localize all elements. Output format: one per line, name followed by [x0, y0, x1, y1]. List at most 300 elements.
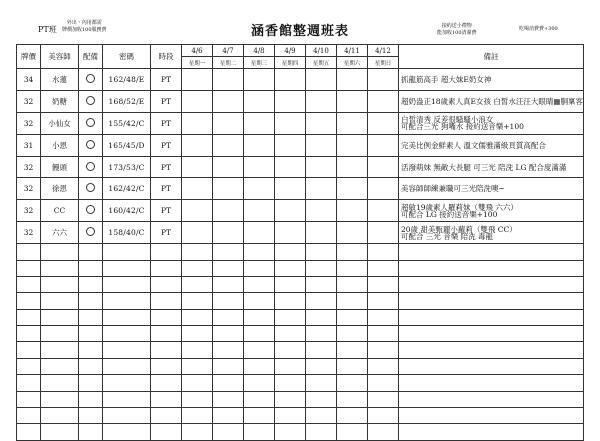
equip-cell — [79, 112, 103, 134]
col-slot-header: 時段 — [151, 45, 182, 69]
name-cell: 小仙女 — [41, 112, 79, 134]
empty-cell[interactable] — [182, 276, 213, 292]
code-cell: 155/42/C — [103, 112, 151, 134]
empty-cell[interactable] — [244, 375, 275, 391]
empty-cell[interactable] — [151, 342, 182, 358]
name-cell: 小恩 — [41, 134, 79, 156]
empty-cell[interactable] — [41, 424, 79, 440]
empty-cell[interactable] — [337, 358, 368, 374]
slot-cell: PT — [151, 178, 182, 200]
day-cell[interactable] — [368, 222, 399, 244]
number-cell: 32 — [17, 200, 41, 222]
empty-cell[interactable] — [213, 358, 244, 374]
empty-cell[interactable] — [337, 244, 368, 260]
empty-cell[interactable] — [275, 326, 306, 342]
empty-cell[interactable] — [103, 260, 151, 276]
empty-cell[interactable] — [182, 244, 213, 260]
day-cell[interactable] — [306, 156, 337, 178]
number-cell: 32 — [17, 112, 41, 134]
day-cell[interactable] — [244, 112, 275, 134]
remark-cell — [399, 69, 584, 91]
day-cell[interactable] — [182, 90, 213, 112]
empty-cell[interactable] — [368, 244, 399, 260]
empty-cell[interactable] — [213, 276, 244, 292]
empty-cell[interactable] — [151, 391, 182, 407]
empty-cell[interactable] — [182, 342, 213, 358]
equip-cell — [79, 178, 103, 200]
code-cell: 158/40/C — [103, 222, 151, 244]
empty-cell[interactable] — [306, 375, 337, 391]
empty-cell[interactable] — [306, 309, 337, 325]
empty-cell[interactable] — [41, 276, 79, 292]
table-row — [17, 69, 584, 91]
empty-cell[interactable] — [244, 342, 275, 358]
class-tag: PT班 — [38, 25, 57, 34]
empty-cell[interactable] — [182, 358, 213, 374]
empty-cell[interactable] — [368, 309, 399, 325]
slot-cell: PT — [151, 112, 182, 134]
empty-cell[interactable] — [41, 375, 79, 391]
empty-cell[interactable] — [79, 244, 103, 260]
empty-cell[interactable] — [103, 293, 151, 309]
note-mid-line-1: 接約送小禮物 — [441, 23, 472, 29]
code-cell: 165/45/D — [103, 134, 151, 156]
empty-cell[interactable] — [368, 260, 399, 276]
empty-cell[interactable] — [103, 309, 151, 325]
day-cell[interactable] — [337, 156, 368, 178]
empty-cell[interactable] — [337, 424, 368, 440]
empty-cell[interactable] — [275, 375, 306, 391]
col-remark-header: 備註 — [399, 45, 584, 69]
empty-cell[interactable] — [399, 244, 584, 260]
remark-cell — [399, 200, 584, 222]
empty-cell[interactable] — [151, 424, 182, 440]
empty-cell[interactable] — [79, 342, 103, 358]
weekday-header: 星期二 — [213, 57, 244, 69]
empty-cell[interactable] — [213, 375, 244, 391]
empty-cell[interactable] — [17, 391, 41, 407]
day-cell[interactable] — [368, 178, 399, 200]
circle-mark-icon — [86, 96, 95, 105]
code-cell: 160/42/C — [103, 200, 151, 222]
empty-cell[interactable] — [275, 309, 306, 325]
circle-mark-icon — [86, 74, 95, 83]
remark-cell — [399, 178, 584, 200]
circle-mark-icon — [86, 162, 95, 171]
empty-cell[interactable] — [213, 408, 244, 424]
remark-line: 超奶盎正18歲素人真E女孩 白皙水汪汪大眼睛▦胴稟客 — [401, 96, 583, 106]
empty-cell[interactable] — [244, 244, 275, 260]
col-name-header: 美容師 — [41, 45, 79, 69]
empty-cell[interactable] — [79, 326, 103, 342]
code-cell: 168/52/E — [103, 90, 151, 112]
empty-cell[interactable] — [151, 408, 182, 424]
empty-cell[interactable] — [79, 375, 103, 391]
empty-cell[interactable] — [337, 375, 368, 391]
circle-mark-icon — [86, 118, 95, 127]
note-mid — [437, 23, 477, 37]
slot-cell: PT — [151, 90, 182, 112]
empty-cell[interactable] — [306, 276, 337, 292]
empty-cell[interactable] — [79, 424, 103, 440]
empty-cell[interactable] — [399, 391, 584, 407]
circle-mark-icon — [86, 140, 95, 149]
empty-cell[interactable] — [213, 391, 244, 407]
col-number-header: 牌價 — [17, 45, 41, 69]
empty-cell[interactable] — [244, 276, 275, 292]
empty-cell[interactable] — [275, 342, 306, 358]
day-cell[interactable] — [368, 134, 399, 156]
day-cell[interactable] — [337, 112, 368, 134]
empty-cell[interactable] — [103, 244, 151, 260]
number-cell: 34 — [17, 69, 41, 91]
empty-cell[interactable] — [213, 293, 244, 309]
empty-cell[interactable] — [337, 293, 368, 309]
day-cell[interactable] — [244, 200, 275, 222]
day-cell[interactable] — [182, 200, 213, 222]
day-cell[interactable] — [213, 178, 244, 200]
day-cell[interactable] — [368, 112, 399, 134]
empty-cell[interactable] — [41, 260, 79, 276]
equip-cell — [79, 156, 103, 178]
empty-cell[interactable] — [17, 375, 41, 391]
code-cell: 162/48/E — [103, 69, 151, 91]
empty-cell[interactable] — [17, 293, 41, 309]
circle-mark-icon — [86, 205, 95, 214]
empty-cell[interactable] — [103, 408, 151, 424]
empty-row — [17, 244, 584, 260]
empty-cell[interactable] — [41, 358, 79, 374]
slot-cell: PT — [151, 222, 182, 244]
day-cell[interactable] — [337, 200, 368, 222]
empty-cell[interactable] — [17, 342, 41, 358]
day-cell[interactable] — [213, 69, 244, 91]
day-cell[interactable] — [213, 222, 244, 244]
empty-cell[interactable] — [182, 309, 213, 325]
empty-cell[interactable] — [306, 424, 337, 440]
empty-cell[interactable] — [368, 293, 399, 309]
empty-cell[interactable] — [399, 260, 584, 276]
day-cell[interactable] — [337, 222, 368, 244]
name-cell: 奶糖 — [41, 90, 79, 112]
empty-cell[interactable] — [182, 391, 213, 407]
empty-cell[interactable] — [399, 342, 584, 358]
col-equip-header: 配備 — [79, 45, 103, 69]
weekday-header: 星期五 — [306, 57, 337, 69]
empty-cell[interactable] — [306, 408, 337, 424]
equip-cell — [79, 134, 103, 156]
empty-cell[interactable] — [337, 391, 368, 407]
empty-cell[interactable] — [275, 391, 306, 407]
weekday-header: 星期六 — [337, 57, 368, 69]
empty-cell[interactable] — [103, 358, 151, 374]
empty-cell[interactable] — [275, 260, 306, 276]
day-cell[interactable] — [337, 134, 368, 156]
empty-cell[interactable] — [368, 391, 399, 407]
empty-cell[interactable] — [337, 276, 368, 292]
weekday-header: 星期三 — [244, 57, 275, 69]
day-cell[interactable] — [337, 178, 368, 200]
empty-cell[interactable] — [244, 408, 275, 424]
remark-cell — [399, 222, 584, 244]
table-row — [17, 178, 584, 200]
empty-cell[interactable] — [399, 358, 584, 374]
equip-cell — [79, 69, 103, 91]
empty-cell[interactable] — [151, 375, 182, 391]
day-cell[interactable] — [182, 222, 213, 244]
empty-cell[interactable] — [41, 326, 79, 342]
empty-cell[interactable] — [41, 293, 79, 309]
day-cell[interactable] — [182, 156, 213, 178]
day-cell[interactable] — [275, 178, 306, 200]
remark-line: 白皙清秀 反差很騷騷小浪女 — [401, 115, 494, 125]
empty-cell[interactable] — [306, 326, 337, 342]
day-cell[interactable] — [182, 178, 213, 200]
remark-line: 可配合 三光 音樂 陪洗 毒龍 — [401, 231, 494, 241]
day-cell[interactable] — [182, 69, 213, 91]
empty-cell[interactable] — [337, 309, 368, 325]
empty-cell[interactable] — [103, 276, 151, 292]
empty-cell[interactable] — [244, 424, 275, 440]
empty-cell[interactable] — [151, 293, 182, 309]
day-cell[interactable] — [275, 112, 306, 134]
empty-cell[interactable] — [79, 276, 103, 292]
day-cell[interactable] — [275, 90, 306, 112]
empty-cell[interactable] — [399, 293, 584, 309]
day-cell[interactable] — [275, 156, 306, 178]
day-cell[interactable] — [275, 222, 306, 244]
schedule-body — [17, 69, 584, 441]
empty-cell[interactable] — [244, 358, 275, 374]
empty-cell[interactable] — [103, 424, 151, 440]
day-cell[interactable] — [244, 134, 275, 156]
date-header: 4/12 — [368, 45, 399, 57]
name-cell: CC — [41, 200, 79, 222]
day-cell[interactable] — [244, 222, 275, 244]
col-code-header: 密碼 — [103, 45, 151, 69]
weekday-header: 星期一 — [182, 57, 213, 69]
empty-cell[interactable] — [337, 408, 368, 424]
empty-cell[interactable] — [368, 326, 399, 342]
empty-cell[interactable] — [182, 260, 213, 276]
sheet-header — [0, 0, 600, 44]
empty-cell[interactable] — [399, 408, 584, 424]
day-cell[interactable] — [275, 200, 306, 222]
empty-cell[interactable] — [244, 326, 275, 342]
empty-row — [17, 276, 584, 292]
day-cell[interactable] — [337, 90, 368, 112]
day-cell[interactable] — [306, 178, 337, 200]
empty-cell[interactable] — [306, 342, 337, 358]
day-cell[interactable] — [275, 134, 306, 156]
empty-cell[interactable] — [275, 358, 306, 374]
empty-cell[interactable] — [103, 326, 151, 342]
empty-cell[interactable] — [213, 244, 244, 260]
empty-cell[interactable] — [399, 326, 584, 342]
empty-cell[interactable] — [213, 424, 244, 440]
empty-cell[interactable] — [17, 244, 41, 260]
empty-cell[interactable] — [306, 391, 337, 407]
empty-cell[interactable] — [79, 309, 103, 325]
empty-cell[interactable] — [17, 326, 41, 342]
equip-cell — [79, 222, 103, 244]
number-cell: 32 — [17, 90, 41, 112]
empty-cell[interactable] — [244, 391, 275, 407]
note-left-line-2: 牌價加收100服務費 — [62, 27, 107, 33]
empty-cell[interactable] — [79, 260, 103, 276]
code-cell: 173/53/C — [103, 156, 151, 178]
empty-cell[interactable] — [17, 408, 41, 424]
day-cell[interactable] — [244, 69, 275, 91]
day-cell[interactable] — [368, 156, 399, 178]
day-cell[interactable] — [213, 156, 244, 178]
empty-cell[interactable] — [17, 260, 41, 276]
day-cell[interactable] — [244, 90, 275, 112]
remark-cell — [399, 112, 584, 134]
day-cell[interactable] — [368, 69, 399, 91]
empty-cell[interactable] — [399, 424, 584, 440]
empty-cell[interactable] — [244, 293, 275, 309]
empty-cell[interactable] — [79, 358, 103, 374]
empty-cell[interactable] — [151, 260, 182, 276]
day-cell[interactable] — [306, 134, 337, 156]
empty-cell[interactable] — [368, 408, 399, 424]
empty-cell[interactable] — [151, 358, 182, 374]
name-cell: 徐恩 — [41, 178, 79, 200]
empty-cell[interactable] — [182, 375, 213, 391]
empty-cell[interactable] — [399, 375, 584, 391]
empty-cell[interactable] — [17, 424, 41, 440]
note-right: 吃喝消費費+300 — [519, 26, 558, 32]
empty-cell[interactable] — [275, 424, 306, 440]
day-cell[interactable] — [306, 200, 337, 222]
empty-cell[interactable] — [151, 244, 182, 260]
day-cell[interactable] — [306, 112, 337, 134]
empty-cell[interactable] — [368, 424, 399, 440]
day-cell[interactable] — [213, 200, 244, 222]
empty-cell[interactable] — [182, 326, 213, 342]
date-header: 4/10 — [306, 45, 337, 57]
remark-cell — [399, 156, 584, 178]
circle-mark-icon — [86, 227, 95, 236]
note-mid-line-2: 能加收100清潔費 — [437, 30, 477, 36]
empty-cell[interactable] — [41, 309, 79, 325]
empty-cell[interactable] — [41, 342, 79, 358]
day-cell[interactable] — [213, 134, 244, 156]
date-header: 4/6 — [182, 45, 213, 57]
empty-cell[interactable] — [182, 424, 213, 440]
empty-cell[interactable] — [368, 342, 399, 358]
slot-cell: PT — [151, 156, 182, 178]
note-left-line-1: 外出・內用都需 — [66, 20, 102, 26]
empty-cell[interactable] — [337, 260, 368, 276]
day-cell[interactable] — [306, 90, 337, 112]
empty-cell[interactable] — [151, 309, 182, 325]
empty-cell[interactable] — [337, 342, 368, 358]
empty-cell[interactable] — [79, 293, 103, 309]
empty-cell[interactable] — [151, 326, 182, 342]
empty-cell[interactable] — [275, 293, 306, 309]
empty-cell[interactable] — [41, 408, 79, 424]
empty-cell[interactable] — [306, 260, 337, 276]
empty-cell[interactable] — [79, 391, 103, 407]
empty-cell[interactable] — [103, 342, 151, 358]
name-cell: 六六 — [41, 222, 79, 244]
table-row — [17, 222, 584, 244]
day-cell[interactable] — [306, 222, 337, 244]
empty-row — [17, 260, 584, 276]
empty-cell[interactable] — [41, 244, 79, 260]
empty-cell[interactable] — [244, 309, 275, 325]
remark-line: 抓龍筋高手 超大妹E奶女神 — [401, 74, 492, 84]
date-header: 4/9 — [275, 45, 306, 57]
day-cell[interactable] — [182, 134, 213, 156]
empty-cell[interactable] — [213, 326, 244, 342]
day-cell[interactable] — [244, 178, 275, 200]
empty-cell[interactable] — [182, 408, 213, 424]
empty-cell[interactable] — [368, 358, 399, 374]
empty-cell[interactable] — [275, 408, 306, 424]
empty-row — [17, 342, 584, 358]
table-row — [17, 112, 584, 134]
empty-cell[interactable] — [151, 276, 182, 292]
table-row — [17, 90, 584, 112]
empty-cell[interactable] — [275, 276, 306, 292]
remark-line: 可配合 LG 接約送音樂+100 — [401, 209, 498, 219]
empty-cell[interactable] — [306, 293, 337, 309]
empty-cell[interactable] — [17, 358, 41, 374]
empty-cell[interactable] — [399, 276, 584, 292]
empty-cell[interactable] — [399, 309, 584, 325]
empty-cell[interactable] — [103, 391, 151, 407]
empty-cell[interactable] — [103, 375, 151, 391]
empty-cell[interactable] — [17, 309, 41, 325]
empty-cell[interactable] — [79, 408, 103, 424]
day-cell[interactable] — [337, 69, 368, 91]
equip-cell — [79, 90, 103, 112]
day-cell[interactable] — [244, 156, 275, 178]
empty-cell[interactable] — [182, 293, 213, 309]
empty-cell[interactable] — [41, 391, 79, 407]
empty-cell[interactable] — [306, 244, 337, 260]
day-cell[interactable] — [275, 69, 306, 91]
day-cell[interactable] — [368, 90, 399, 112]
weekday-header: 星期四 — [275, 57, 306, 69]
empty-cell[interactable] — [213, 309, 244, 325]
empty-cell[interactable] — [368, 375, 399, 391]
slot-cell: PT — [151, 200, 182, 222]
empty-row — [17, 293, 584, 309]
day-cell[interactable] — [213, 112, 244, 134]
remark-line: 美容師師練兼職可三光陪洗噢~ — [401, 184, 505, 194]
day-cell[interactable] — [182, 112, 213, 134]
remark-line: 20歲 甜美甄麗小蘿莉（雙飛 CC） — [401, 224, 517, 234]
empty-cell[interactable] — [213, 342, 244, 358]
empty-cell[interactable] — [244, 260, 275, 276]
empty-cell[interactable] — [213, 260, 244, 276]
empty-cell[interactable] — [306, 358, 337, 374]
number-cell: 32 — [17, 178, 41, 200]
empty-cell[interactable] — [368, 276, 399, 292]
empty-cell[interactable] — [337, 326, 368, 342]
circle-mark-icon — [86, 183, 95, 192]
empty-row — [17, 391, 584, 407]
day-cell[interactable] — [213, 90, 244, 112]
empty-cell[interactable] — [17, 276, 41, 292]
empty-cell[interactable] — [275, 244, 306, 260]
day-cell[interactable] — [306, 69, 337, 91]
day-cell[interactable] — [368, 200, 399, 222]
